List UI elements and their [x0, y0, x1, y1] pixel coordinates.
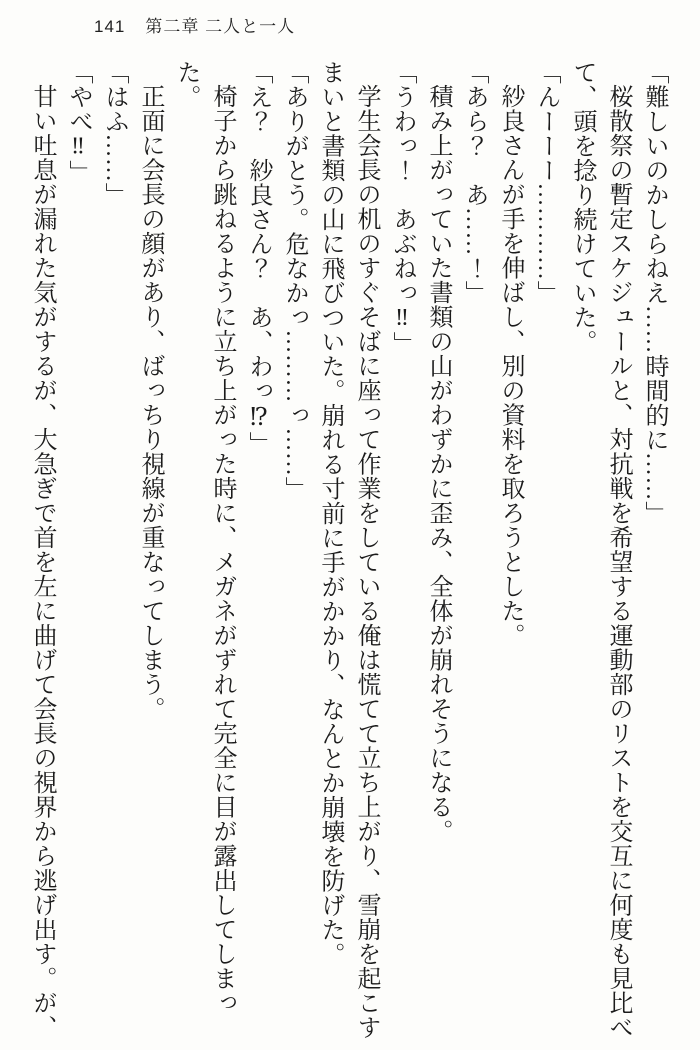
- paragraph-narration-4: 学生会長の机のすぐそばに座って作業をしている俺は慌てて立ち上がり、雪崩を起こすまいと書類の山に飛びついた。崩れる寸前に手がかかり、なんとか崩壊を防げた。: [317, 60, 379, 1040]
- paragraph-dialogue-8: 「やべ‼」: [65, 60, 91, 185]
- paragraph-narration-3: 積み上がっていた書類の山がわずかに歪み、全体が崩れそうになる。: [425, 84, 451, 844]
- paragraph-narration-6: 正面に会長の顔があり、ばっちり視線が重なってしまう。: [137, 84, 163, 721]
- paragraph-dialogue-6: 「え？ 紗良さん？ あ、わっ⁉」: [245, 60, 271, 456]
- paragraph-narration-1: 桜散祭の暫定スケジュールと、対抗戦を希望する運動部のリストを交互に何度も見比べて、頭を捻り続けていた。: [569, 60, 631, 1040]
- paragraph-dialogue-5: 「ありがとう。危なかっ………っ……」: [281, 60, 307, 501]
- vertical-text-block: [29, 60, 672, 1042]
- paragraph-dialogue-2: 「んーーー…………」: [533, 60, 559, 305]
- paragraph-dialogue-1: 「難しいのかしらねえ……時間的に……」: [641, 60, 667, 526]
- paragraph-dialogue-3: 「あら？ あ……！」: [461, 60, 487, 305]
- chapter-title: 第二章 二人と一人: [145, 17, 296, 36]
- running-head: [94, 12, 295, 37]
- paragraph-narration-5: 椅子から跳ねるように立ち上がった時に、メガネがずれて完全に目が露出してしまった。: [173, 60, 235, 1015]
- paragraph-dialogue-4: 「うわっ！ あぶねっ‼」: [389, 60, 415, 356]
- paragraph-narration-7: 甘い吐息が漏れた気がするが、大急ぎで首を左に曲げて会長の視界から逃げ出す。が、: [29, 84, 55, 1040]
- page-number: 141: [94, 17, 126, 36]
- paragraph-dialogue-7: 「はふ……」: [101, 60, 127, 207]
- paragraph-narration-2: 紗良さんが手を伸ばし、別の資料を取ろうとした。: [497, 84, 523, 648]
